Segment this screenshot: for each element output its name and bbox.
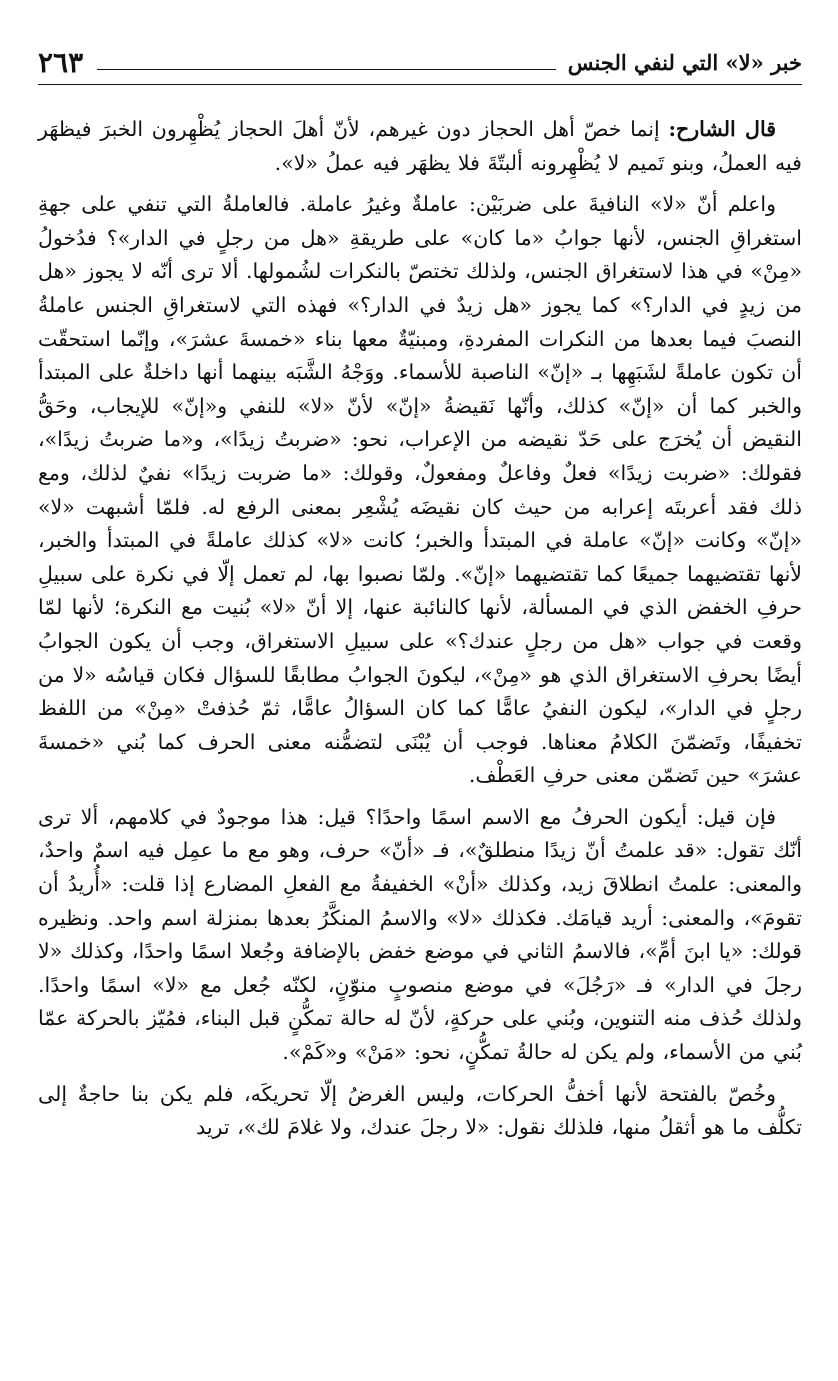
header-rule xyxy=(97,69,556,70)
chapter-title: خبر «لا» التي لنفي الجنس xyxy=(567,49,802,75)
paragraph-text: واعلم أنّ «لا» النافيةَ على ضربَيْن: عاملةٌ وغيرُ عاملة. فالعاملةُ التي تنفي على جهةِ استغراقِ الجنس، لأنها جوابُ «ما كان» على طريقةِ «هل من رجلٍ في الدار»؟ فدُخولُ «مِنْ» في هذا لاستغراق الجنس، ولذلك تختصّ بالنكرات لشُمولها. ألا ترى أنّه لا يجوز «هل من زيدٍ في الدار؟» كما يجوز «هل زيدٌ في الدار؟» فهذه التي لاستغراقِ الجنس عاملةُ النصبَ فيما بعدها من النكرات المفردةِ، ومبنيّةٌ معها بناء «خمسةَ عشرَ»، وإنّما استحقّت أن تكون عاملةً لشَبَهِها بـ «إنّ» الناصبة للأسماء. ووَجْهُ الشَّبَه بينهما أنها داخلةٌ على المبتدأ والخبر كما أن «إنّ» كذلك، وأنّها نَقيضةُ «إنّ» لأنّ «لا» للنفي و«إنّ» للإيجاب، وحَقُّ النقيض أن يُخرَج على حَدّ نقيضه من الإعراب، نحو: «ضربتُ زيدًا»، و«ما ضربتُ زيدًا»، فقولك: «ضربت زيدًا» فعلٌ وفاعلٌ ومفعولٌ، وقولك: «ما ضربت زيدًا» نفيٌ لذلك، ومع ذلك فقد أعربتَه إعرابه من حيث كان نقيضَه يُشْعِر بمعنى الرفع له. فلمّا أشبهت «لا» «إنّ» وكانت «إنّ» عاملة في المبتدأ والخبر؛ كانت «لا» كذلك عاملةً في المبتدأ والخبر، لأنها تقتضيهما جميعًا كما تقتضيهما «إنّ». ولمّا نصبوا بها، لم تعمل إلّا في نكرة على سبيلِ حرفِ الخفض الذي في المسألة، لأنها كالنائبة عنها، إلا أنّ «لا» بُنيت مع النكرة؛ لأنها لمّا وقعت في جواب «هل من رجلٍ عندك؟» على سبيلِ الاستغراق، وجب أن يكون الجوابُ أيضًا بحرفِ الاستغراق الذي هو «مِنْ»، ليكونَ الجوابُ مطابقًا للسؤال فكان قياسُه «لا من رجلٍ في الدار»، ليكون النفيُ عامًّا كما كان السؤالُ عامًّا، ثمّ حُذفتْ «مِنْ» من اللفظ تخفيفًا، وتَضمّنَ الكلامُ معناها. فوجب أن يُبْنَى لتضمُّنه معنى الحرف كما بُني «خمسةَ عشرَ» حين تَضمّن معنى حرفِ العَطْف. xyxy=(38,192,802,788)
paragraph xyxy=(38,801,802,1070)
book-page xyxy=(38,40,802,1153)
paragraph xyxy=(38,113,802,180)
paragraph xyxy=(38,188,802,793)
paragraph-text: إنما خصّ أهل الحجاز دون غيرهم، لأنّ أهلَ الحجاز يُظْهِرون الخبرَ فيظهَر فيه العملُ، وبنو تَميم لا يُظْهِرونه ألبتّةَ فلا يظهَر فيه عملُ «لا». xyxy=(38,117,802,175)
paragraph-text: وخُصّ بالفتحة لأنها أخفُّ الحركات، وليس الغرضُ إلّا تحريكَه، فلم يكن بنا حاجةٌ إلى تكلُّف ما هو أثقلُ منها، فلذلك نقول: «لا رجلَ عندك، ولا غلامَ لك»، تريد xyxy=(38,1081,802,1140)
speaker-label: قال الشارح: xyxy=(668,117,776,141)
paragraph xyxy=(38,1078,802,1145)
page-number: ٢٦٣ xyxy=(38,45,84,79)
paragraph-text: فإن قيل: أيكون الحرفُ مع الاسم اسمًا واحدًا؟ قيل: هذا موجودٌ في كلامهم، ألا ترى أنّك تقول: «قد علمتُ أنّ زيدًا منطلقٌ»، فـ «أنّ» حرف، وهو مع ما عمِل فيه اسمٌ واحدٌ، والمعنى: علمتُ انطلاقَ زيد، وكذلك «أنْ» الخفيفةُ مع الفعلِ المضارع إذا قلت: «أُريدُ أن تقومَ»، والمعنى: أريد قيامَك. فكذلك «لا» والاسمُ المنكَّرُ بعدها بمنزلة اسم واحد. ونظيره قولك: «يا ابنَ أمِّ»، فالاسمُ الثاني في موضع خفض بالإضافة وجُعلا اسمًا واحدًا، وكذلك «لا رجلَ في الدار» فـ «رَجُلَ» في موضع منصوبٍ منوّنٍ، لكنّه جُعل مع «لا» اسمًا واحدًا. ولذلك حُذف منه التنوين، وبُني على حركةٍ، لأنّ له حالة تمكُّنٍ قبل البناء، فمُيّز بالحركة عمّا بُني من الأسماء، ولم يكن له حالةُ تمكُّنٍ، نحو: «مَنْ» و«كَمْ». xyxy=(38,804,802,1065)
running-header xyxy=(38,40,802,85)
page-body xyxy=(38,113,802,1145)
